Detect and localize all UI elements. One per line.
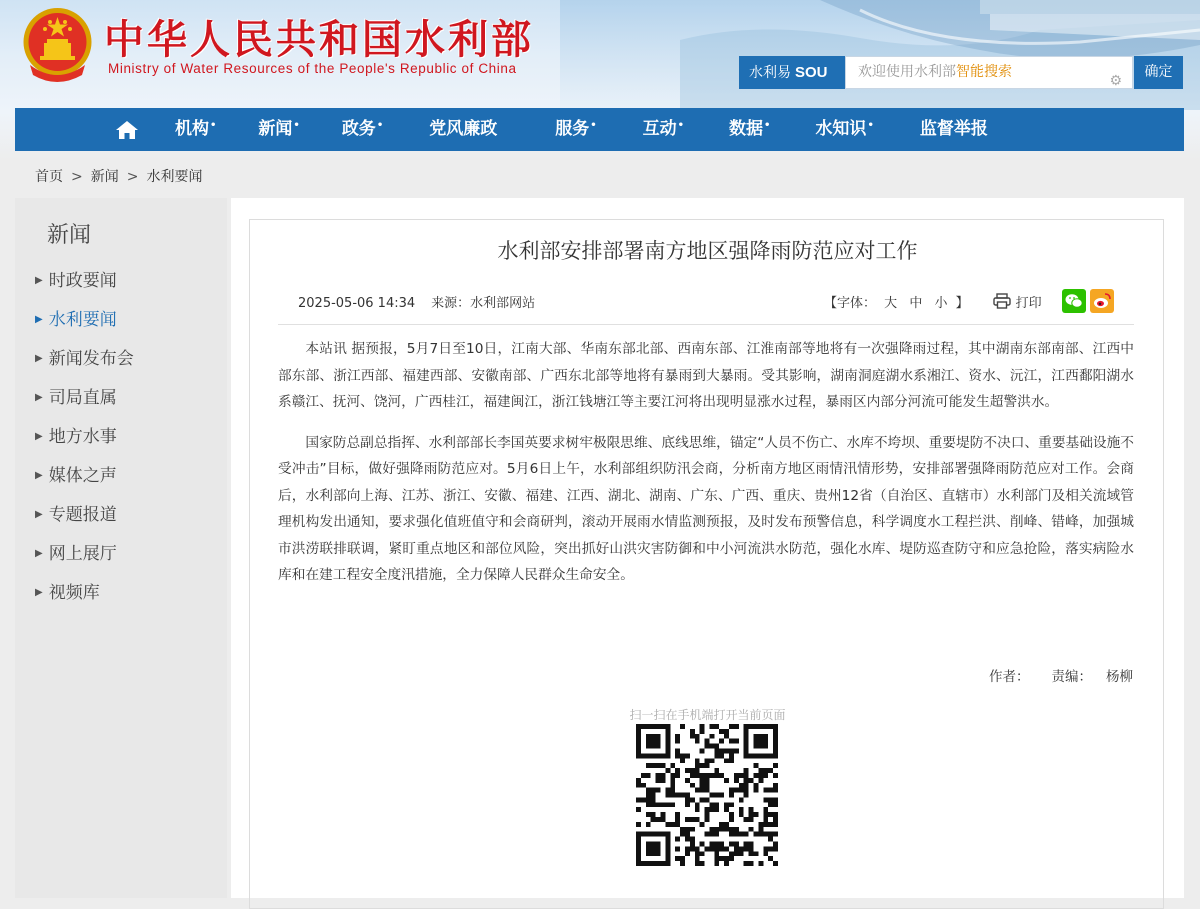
weibo-icon[interactable]	[1090, 289, 1114, 313]
qr-code-icon	[636, 724, 778, 866]
editor-name: 杨柳	[1106, 669, 1133, 685]
nav-item-shuizhishi[interactable]: 水知识•	[815, 119, 874, 139]
search-bar	[739, 56, 1183, 89]
search-brand-sou: SOU	[795, 64, 828, 81]
nav-home[interactable]	[97, 108, 157, 151]
font-size-small[interactable]: 小	[934, 295, 948, 311]
search-button[interactable]: 确定	[1134, 56, 1183, 89]
nav-item-dangfeng[interactable]: 党风廉政	[429, 119, 498, 139]
home-icon	[115, 120, 139, 140]
breadcrumb-current[interactable]: 水利要闻	[146, 169, 203, 185]
print-label: 打印	[1015, 295, 1042, 311]
triangle-right-icon: ▶	[35, 392, 43, 403]
search-brand	[739, 56, 845, 89]
share-buttons	[1062, 289, 1114, 313]
triangle-right-icon: ▶	[35, 470, 43, 481]
nav-item-hudong[interactable]: 互动•	[642, 119, 685, 139]
breadcrumb-separator: >	[126, 169, 139, 185]
nav-item-jigou[interactable]: 机构•	[175, 119, 217, 139]
search-placeholder-prefix: 欢迎使用水利部	[858, 64, 956, 80]
article-title: 水利部安排部署南方地区强降雨防范应对工作	[497, 239, 918, 263]
sidebar-item-shizheng[interactable]: ▶ 时政要闻	[35, 271, 117, 291]
sidebar-title: 新闻	[47, 223, 92, 248]
triangle-right-icon: ▶	[35, 431, 43, 442]
sidebar-item-difang[interactable]: ▶ 地方水事	[35, 427, 117, 447]
divider	[278, 324, 1134, 325]
nav-item-fuwu[interactable]: 服务•	[555, 119, 597, 139]
sidebar-item-shipin[interactable]: ▶ 视频库	[35, 583, 100, 603]
article-meta	[298, 292, 535, 311]
font-size-large[interactable]: 大	[884, 295, 898, 311]
qr-caption: 扫一扫在手机端打开当前页面	[629, 708, 786, 722]
breadcrumb	[35, 166, 202, 186]
content-panel	[231, 198, 1184, 898]
article-source: 水利部网站	[470, 296, 536, 311]
article-body	[278, 336, 1134, 603]
article-tools	[824, 286, 1114, 316]
article-paragraph: 本站讯 据预报，5月7日至10日，江南大部、华南东部北部、西南东部、江淮南部等地将有一次强降雨过程，其中湖南东部南部、江西中部东部、浙江西部、福建西部、安徽南部、广西东北部等地将有暴雨到大暴雨。受其影响，湖南洞庭湖水系湘江、资水、沅江，江西鄱阳湖水系赣江、抚河、饶河，广西桂江，福建闽江，浙江钱塘江等主要江河将出现明显涨水过程，暴雨区内部分河流可能发生超警洪水。	[278, 341, 1134, 410]
triangle-right-icon: ▶	[35, 353, 43, 364]
sidebar-item-shuili[interactable]: ▶ 水利要闻	[35, 310, 117, 330]
search-input[interactable]	[845, 56, 1133, 89]
article-author-line	[967, 665, 1133, 685]
sidebar-item-siju[interactable]: ▶ 司局直属	[35, 388, 117, 408]
sidebar-list	[15, 264, 227, 615]
national-emblem-icon	[20, 5, 95, 83]
sidebar	[15, 198, 227, 898]
article-date: 2025-05-06 14:34	[298, 296, 416, 311]
print-button[interactable]	[993, 292, 1042, 311]
nav-item-jiandu[interactable]: 监督举报	[919, 119, 988, 139]
triangle-right-icon: ▶	[35, 509, 43, 520]
breadcrumb-home[interactable]: 首页	[35, 169, 63, 185]
site-title: 中华人民共和国水利部	[104, 17, 534, 63]
search-brand-label: 水利易	[749, 65, 791, 81]
article-paragraph: 国家防总副总指挥、水利部部长李国英要求树牢极限思维、底线思维，锚定“人员不伤亡、水库不垮坝、重要堤防不决口、重要基础设施不受冲击”目标，做好强降雨防范应对。5月6日上午，水利部组织防汛会商，分析南方地区雨情汛情形势，安排部署强降雨防范应对工作。会商后，水利部向上海、江苏、浙江、安徽、福建、江西、湖北、湖南、广东、广西、重庆、贵州12省（自治区、直辖市）水利部门及相关流域管理机构发出通知，要求强化值班值守和会商研判，滚动开展雨水情监测预报，及时发布预警信息，科学调度水工程拦洪、削峰、错峰，加强城市洪涝联排联调，紧盯重点地区和部位风险，突出抓好山洪灾害防御和中小河流洪水防范，强化水库、堤防巡查防守和应急抢险，落实病险水库和在建工程安全度汛措施，全力保障人民群众生命安全。	[278, 434, 1134, 583]
sidebar-item-zhanting[interactable]: ▶ 网上展厅	[35, 544, 117, 564]
triangle-right-icon: ▶	[35, 314, 43, 325]
dam-landscape-decoration	[560, 0, 1200, 110]
breadcrumb-news[interactable]: 新闻	[90, 169, 119, 185]
breadcrumb-separator: >	[71, 169, 83, 185]
font-size-medium[interactable]: 中	[909, 295, 923, 311]
font-size-switcher: 【字体： 大 中 小 】	[824, 295, 969, 311]
nav-item-xinwen[interactable]: 新闻•	[258, 119, 300, 139]
site-subtitle: Ministry of Water Resources of the People's Republic of China	[108, 61, 517, 76]
sidebar-item-meiti[interactable]: ▶ 媒体之声	[35, 466, 117, 486]
nav-item-shuju[interactable]: 数据•	[729, 119, 771, 139]
article	[249, 219, 1164, 909]
editor-label: 责编：	[1051, 669, 1092, 685]
wechat-icon[interactable]	[1062, 289, 1086, 313]
gear-icon[interactable]: ⚙	[1109, 73, 1122, 89]
triangle-right-icon: ▶	[35, 548, 43, 559]
nav-item-zhengwu[interactable]: 政务•	[341, 119, 384, 139]
sidebar-item-fabuhui[interactable]: ▶ 新闻发布会	[35, 349, 134, 369]
search-placeholder-highlight: 智能搜索	[956, 64, 1012, 80]
main-nav	[15, 108, 1184, 151]
article-source-label: 来源：	[431, 296, 471, 311]
triangle-right-icon: ▶	[35, 587, 43, 598]
triangle-right-icon: ▶	[35, 275, 43, 286]
sidebar-item-zhuanti[interactable]: ▶ 专题报道	[35, 505, 117, 525]
author-label: 作者：	[989, 669, 1030, 685]
printer-icon	[993, 293, 1011, 309]
